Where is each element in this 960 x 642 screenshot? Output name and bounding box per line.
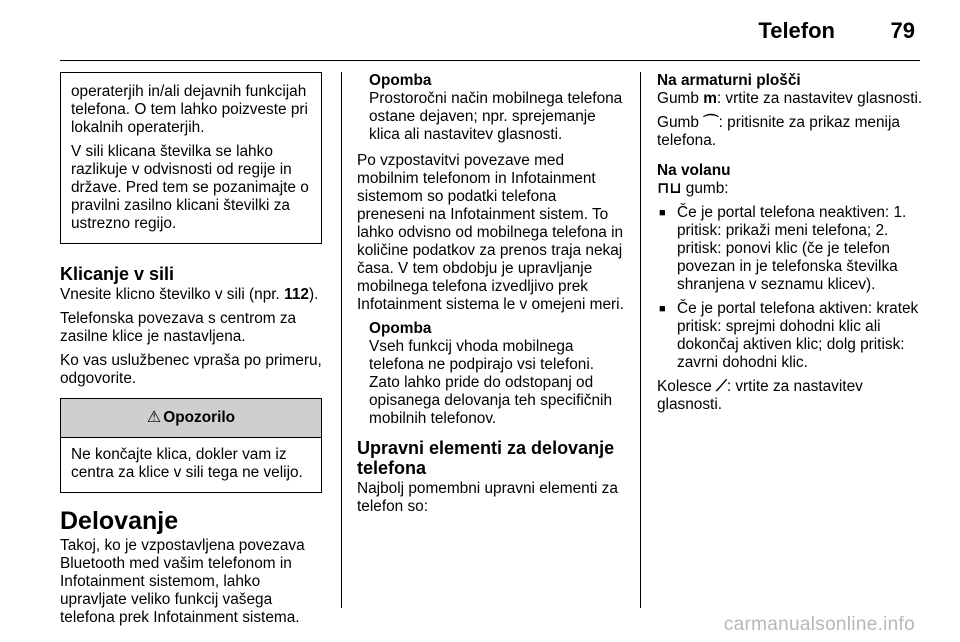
controls-paragraph: Najbolj pomembni upravni elementi za telefon so: [357,480,618,515]
note-1 [357,72,625,144]
panel-paragraph-2: Gumb ⌒: pritisnite za prikaz menija telefona. [657,114,900,149]
column-3 [657,72,923,420]
emergency-number: 112 [284,286,309,303]
info-box-paragraph-1: operaterjih in/ali dejavnih funkcijah telefona. O tem lahko poizveste pri lokalnih operaterjih. [71,83,308,136]
emergency-paragraph-3: Ko vas uslužbenec vpraša po primeru, odgovorite. [60,352,322,387]
list-item: ■ Če je portal telefona aktiven: kratek pritisk: sprejmi dohodni klic ali dokončaj aktiven klic; dolg pritisk: zavrni dohodni klic. [657,300,923,372]
watermark: carmanualsonline.info [723,614,915,635]
note-2-title: Opomba [369,320,432,337]
note-2 [357,320,625,428]
steering-wheel-heading: Na volanu [657,162,731,179]
emergency-paragraph-1: Vnesite klicno številko v sili (npr. 112). [60,286,319,303]
note-1-title: Opomba [369,72,432,89]
warning-title: Opozorilo [163,409,236,426]
panel-heading: Na armaturni plošči [657,72,801,89]
warning-box [60,398,322,493]
thumbwheel-paragraph: Kolesce ⟋: vrtite za nastavitev glasnosti. [657,378,863,413]
page-header-title: Telefon [758,18,835,43]
steering-wheel-intro: ⊓⊔ gumb: [657,180,729,197]
header-rule [60,60,920,61]
page-number: 79 [890,18,915,43]
column-1 [60,72,322,633]
column-divider-2 [640,72,641,608]
connection-paragraph: Po vzpostavitvi povezave med mobilnim telefonom in Infotainment sistemom so podatki telefona preneseni na Infotainment sistem. To lahko odvisno od mobilnega telefona in količine podatkov za prenos traja nekaj časa. V tem obdobju je upravljanje mobilnega telefona izvedljivo prek Infotainment sistema le v omejeni meri. [357,152,624,313]
list-item: ■ Če je portal telefona neaktiven: 1. pritisk: prikaži meni telefona; 2. pritisk: ponovi klic (če je telefon povezan in je telefonska številka shranjena v seznamu klicev). [657,204,923,294]
steering-wheel-list [657,204,923,372]
warning-header [61,399,321,438]
emergency-call-heading: Klicanje v sili [60,264,175,284]
controls-heading: Upravni elementi za delovanje telefona [357,438,615,478]
note-1-text: Prostoročni način mobilnega telefona ostane dejaven; npr. sprejemanje klica ali nastavitev glasnosti. [369,90,623,143]
info-box [60,72,322,244]
emergency-paragraph-2: Telefonska povezava s centrom za zasilne klice je nastavljena. [60,310,297,345]
note-2-text: Vseh funkcij vhoda mobilnega telefona ne podpirajo vsi telefoni. Zato lahko pride do odstopanj od opisanega delovanja teh specifičnih mobilnih telefonov. [369,338,613,427]
volume-knob-icon: m [703,90,717,107]
operation-paragraph: Takoj, ko je vzpostavljena povezava Bluetooth med vašim telefonom in Infotainment sistemom, lahko upravljate veliko funkcij vašega telefona prek Infotainment sistema. [60,537,305,626]
column-divider-1 [341,72,342,608]
warning-icon: ⚠ [146,409,162,426]
warning-text: Ne končajte klica, dokler vam iz centra za klice v sili tega ne velijo. [71,446,303,481]
column-2 [357,72,625,522]
phone-control-icon: ⊓⊔ [657,180,682,197]
operation-heading: Delovanje [60,507,179,535]
panel-paragraph-1: Gumb m: vrtite za nastavitev glasnosti. [657,90,923,107]
info-box-paragraph-2: V sili klicana številka se lahko razlikuje v odvisnosti od regije in države. Pred tem se pozanimajte o pravilni zasilno klicani številki za ustrezno regijo. [71,143,309,232]
phone-button-icon: ⌒ [703,114,719,131]
thumbwheel-icon: ⟋ [716,378,727,395]
